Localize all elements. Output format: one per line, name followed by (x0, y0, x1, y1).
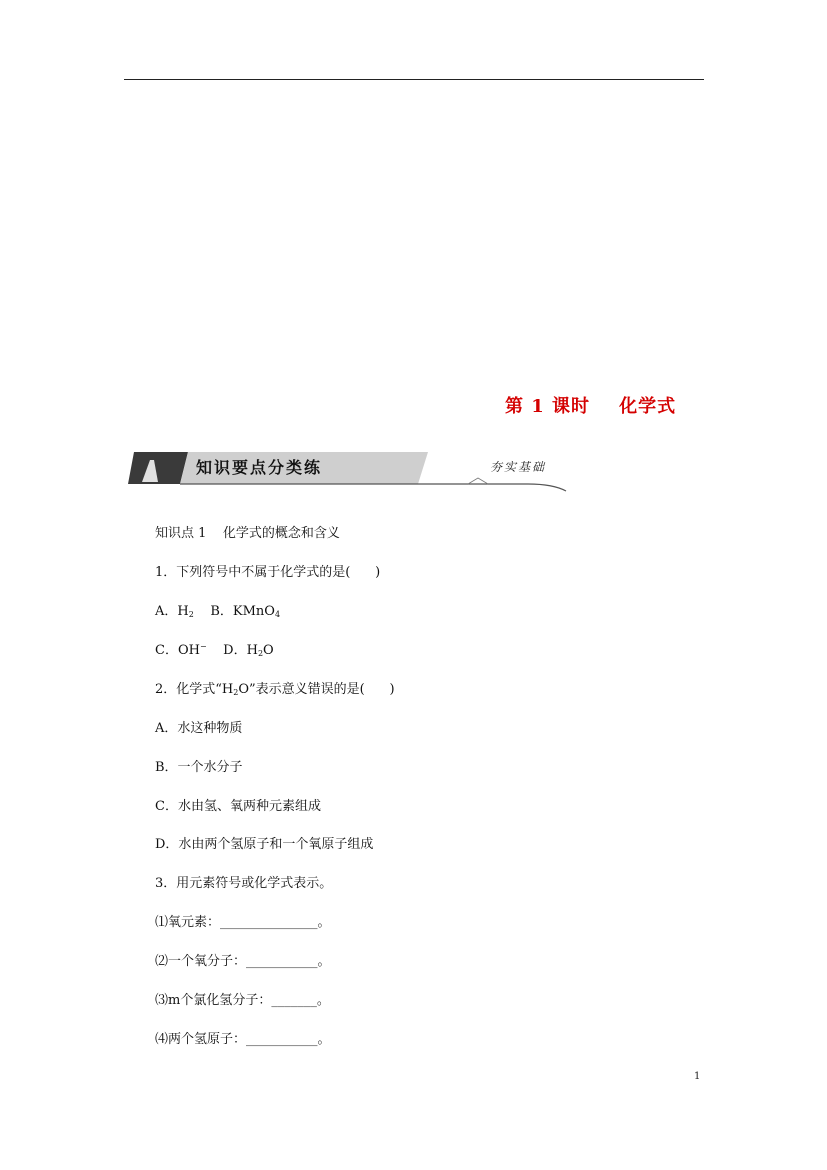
section-subtitle: 夯实基础 (490, 460, 547, 474)
q3-item-4: ⑷两个氢原子：___________。 (155, 1032, 331, 1047)
q3-item-3: ⑶m个氯化氢分子：_______。 (155, 993, 330, 1008)
q2-stem-suffix: O”表示意义错误的是( ) (238, 682, 395, 697)
header-rule (124, 79, 704, 80)
section-title: 知识要点分类练 (196, 458, 323, 477)
q1-option-d-sub: 2 (257, 649, 264, 658)
knowledge-point-title: 知识点 1 化学式的概念和含义 (155, 526, 340, 541)
q3-stem: 3．用元素符号或化学式表示。 (155, 876, 333, 891)
q1-option-a-sub: 2 (188, 610, 194, 619)
q2-stem-sub: 2 (233, 688, 239, 697)
q1-option-a: A．H (155, 604, 189, 619)
q2-option-b: B．一个水分子 (155, 760, 243, 775)
q3-item-2: ⑵一个氧分子：___________。 (155, 954, 331, 969)
q1-option-c-sup: − (199, 642, 207, 651)
q2-stem-prefix: 2．化学式“H (155, 682, 234, 697)
q1-stem: 1．下列符号中不属于化学式的是( ) (155, 565, 381, 580)
q2-option-d: D．水由两个氢原子和一个氧原子组成 (155, 837, 374, 852)
q1-option-d-suffix: O (263, 643, 274, 658)
q1-options-cd (155, 639, 274, 658)
q2-option-c: C．水由氢、氧两种元素组成 (155, 799, 321, 814)
q2-option-a: A．水这种物质 (155, 721, 243, 736)
q1-option-d: D．H (206, 643, 258, 658)
q2-stem (155, 678, 395, 697)
q1-option-b: B．KMnO (193, 604, 275, 619)
lesson-title: 第 1 课时 化学式 (505, 396, 677, 417)
q3-item-1: ⑴氧元素：_______________。 (155, 915, 331, 930)
q1-option-b-sub: 4 (274, 610, 281, 619)
q1-options-ab (155, 600, 280, 619)
page-number: 1 (694, 1071, 701, 1082)
q1-option-c: C．OH (155, 643, 200, 658)
